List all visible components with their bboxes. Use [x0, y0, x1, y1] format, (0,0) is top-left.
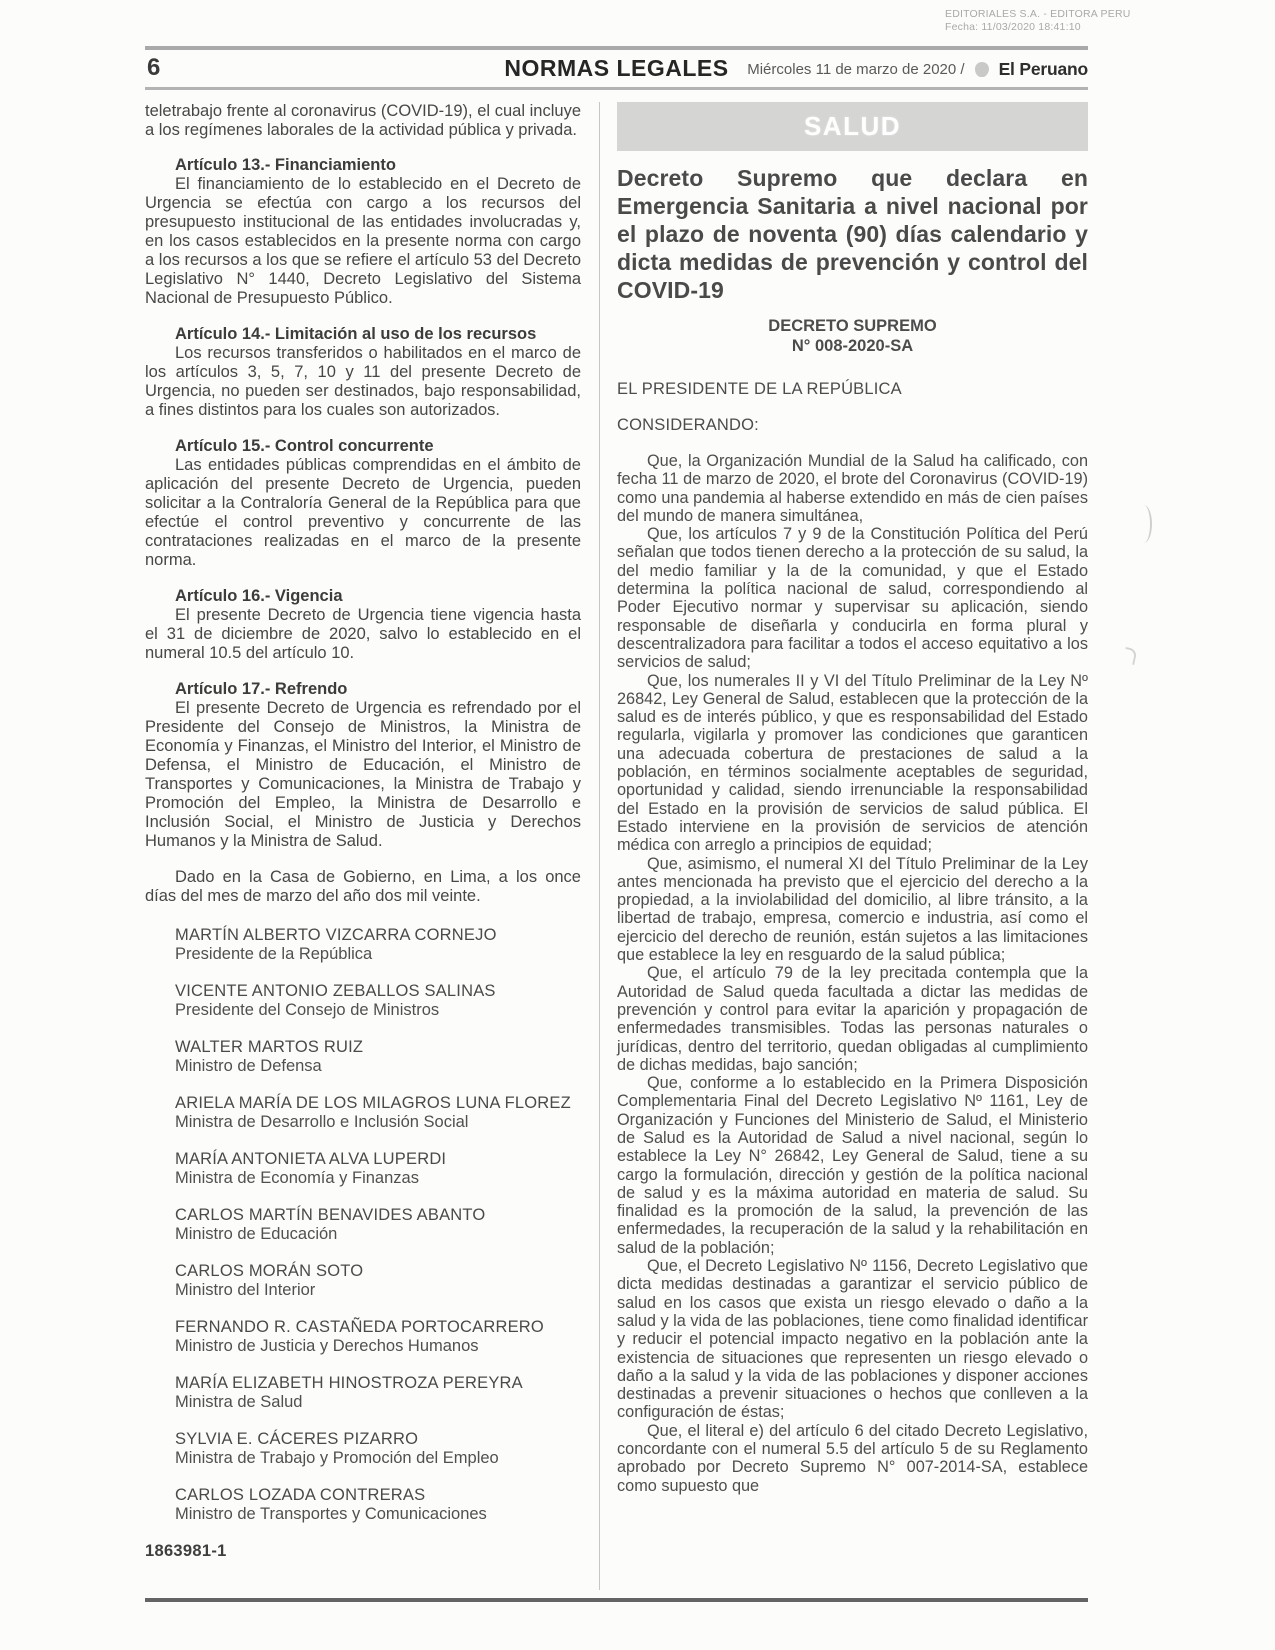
signatory-title: Ministra de Economía y Finanzas: [175, 1169, 419, 1187]
article-body: El presente Decreto de Urgencia tiene vigencia hasta el 31 de diciembre de 2020, salvo lo establecido en el numeral 10.5 del artículo 10.: [145, 606, 581, 662]
right-column: [617, 100, 1088, 1598]
signatory-name: WALTER MARTOS RUIZ: [175, 1038, 364, 1056]
footer-rule: [145, 1598, 1088, 1602]
signature-block: [175, 1430, 581, 1468]
signatory-name: MARÍA ANTONIETA ALVA LUPERDI: [175, 1150, 447, 1168]
article-block: [145, 437, 581, 570]
decree-title: Decreto Supremo que declara en Emergencia Sanitaria a nivel nacional por el plazo de noventa (90) días calendario y dicta medidas de prevención y control del COVID-19: [617, 165, 1088, 303]
article-heading: Artículo 14.- Limitación al uso de los recursos: [175, 325, 537, 343]
considerando-paragraph: Que, los artículos 7 y 9 de la Constitución Política del Perú señalan que todos tienen derecho a la protección de su salud, la del medio familiar y la de la comunidad, y que el Estado determina la política nacional de salud, correspondiendo al Poder Ejecutivo normar y supervisar su aplicación, siendo responsable de diseñarla y conducirla en forma plural y descentralizadora para facilitar a todos el acceso equitativo a los servicios de salud;: [617, 525, 1088, 672]
signature-block: [175, 1374, 581, 1412]
signatory-title: Ministro de Justicia y Derechos Humanos: [175, 1337, 479, 1355]
considerando-paragraph: Que, el artículo 79 de la ley precitada contempla que la Autoridad de Salud queda facultada a dictar las medidas de prevención y control para evitar la aparición y propagación de enfermedades transmisibles. Todas las personas naturales o jurídicas, dentro del territorio, quedan obligadas al cumplimiento de dichas medidas, bajo sanción;: [617, 964, 1088, 1074]
considerando-paragraph: Que, los numerales II y VI del Título Preliminar de la Ley Nº 26842, Ley General de Salud, establecen que la protección de la salud es de interés público, y que es responsabilidad del Estado regularla, vigilarla y promover las condiciones que garanticen una adecuada cobertura de prestaciones de salud a la población, en términos socialmente aceptables de seguridad, oportunidad y calidad, siendo irrenunciable la responsabilidad del Estado en la provisión de servicios de salud pública. El Estado interviene en la provisión de servicios de atención médica con arreglo a principios de equidad;: [617, 671, 1088, 855]
signatory-title: Ministro de Educación: [175, 1225, 338, 1243]
considerando-paragraph: Que, la Organización Mundial de la Salud ha calificado, con fecha 11 de marzo de 2020, el brote del Coronavirus (COVID-19) como una pandemia al haberse extendido en más de cien países del mundo de manera simultánea,: [617, 452, 1088, 525]
signatory-title: Ministra de Salud: [175, 1393, 303, 1411]
signatory-name: FERNANDO R. CASTAÑEDA PORTOCARRERO: [175, 1318, 544, 1336]
signatory-name: CARLOS MORÁN SOTO: [175, 1262, 364, 1280]
scan-artifact: [1136, 505, 1152, 543]
signature-block: [175, 982, 581, 1020]
signatory-title: Presidente del Consejo de Ministros: [175, 1001, 440, 1019]
signature-block: [175, 1150, 581, 1188]
article-body: Las entidades públicas comprendidas en el ámbito de aplicación del presente Decreto de Urgencia, pueden solicitar a la Contraloría General de la República para que efectúe el control preventivo y concurrente de las contrataciones realizadas en el marco de la presente norma.: [145, 456, 581, 569]
decree-number-line2: N° 008-2020-SA: [791, 337, 914, 355]
article-heading: Artículo 16.- Vigencia: [175, 587, 343, 605]
president-line: EL PRESIDENTE DE LA REPÚBLICA: [617, 380, 902, 398]
signatory-name: CARLOS MARTÍN BENAVIDES ABANTO: [175, 1206, 486, 1224]
publication-code: 1863981-1: [145, 1542, 227, 1560]
signatory-title: Ministro de Transportes y Comunicaciones: [175, 1505, 487, 1523]
signature-block: [175, 1486, 581, 1524]
signatory-name: MARTÍN ALBERTO VIZCARRA CORNEJO: [175, 926, 497, 944]
article-block: [145, 156, 581, 308]
print-metadata-line1: EDITORIALES S.A. - EDITORA PERU: [945, 8, 1131, 20]
article-body: El financiamiento de lo establecido en el Decreto de Urgencia se efectúa con cargo a los recursos del presupuesto institucional de las entidades involucradas y, en los casos establecidos en la presente norma con cargo a los recursos a los que se refiere el artículo 53 del Decreto Legislativo N° 1440, Decreto Legislativo del Sistema Nacional de Presupuesto Público.: [145, 175, 581, 307]
article-block: [145, 680, 581, 851]
signatory-title: Ministro de Defensa: [175, 1057, 322, 1075]
article-body: Los recursos transferidos o habilitados en el marco de los artículos 3, 5, 7, 10 y 11 del presente Decreto de Urgencia, no pueden ser destinados, bajo responsabilidad, a fines distintos para los cuales son autorizados.: [145, 344, 581, 419]
signatory-name: ARIELA MARÍA DE LOS MILAGROS LUNA FLOREZ: [175, 1094, 571, 1112]
signature-block: [175, 1206, 581, 1244]
considerando-paragraph: Que, conforme a lo establecido en la Primera Disposición Complementaria Final del Decreto Legislativo Nº 1161, Ley de Organización y Funciones del Ministerio de Salud, el Ministerio de Salud es la Autoridad de Salud a nivel nacional, según lo establece la Ley N° 26842, Ley General de Salud, tiene a su cargo la formulación, dirección y gestión de la política nacional de salud y es la máxima autoridad en materia de salud. Su finalidad es la promoción de la salud, la prevención de las enfermedades, la recuperación de la salud y la rehabilitación en salud de la población;: [617, 1074, 1088, 1257]
considerando-paragraph: Que, asimismo, el numeral XI del Título Preliminar de la Ley antes mencionada ha previsto que el ejercicio del derecho a la propiedad, a la inviolabilidad del domicilio, al libre tránsito, a la libertad de trabajo, empresa, comercio e industria, así como el ejercicio del derecho de reunión, están sujetos a las limitaciones que establece la ley en resguardo de la salud pública;: [617, 854, 1088, 965]
article-block: [145, 587, 581, 663]
intro-paragraph: teletrabajo frente al coronavirus (COVID-19), el cual incluye a los regímenes laborales de la actividad pública y privada.: [145, 102, 581, 139]
print-metadata: [945, 8, 1131, 34]
page-content: [145, 100, 1088, 1598]
signature-block: [175, 926, 581, 964]
salud-section-banner: SALUD: [617, 102, 1088, 151]
section-masthead: NORMAS LEGALES: [504, 55, 729, 81]
article-body: El presente Decreto de Urgencia es refrendado por el Presidente del Consejo de Ministros, la Ministra de Economía y Finanzas, el Ministro del Interior, el Ministro de Defensa, el Ministro de Educación, el Ministro de Transportes y Comunicaciones, la Ministra de Trabajo y Promoción del Empleo, la Ministra de Desarrollo e Inclusión Social, el Ministro de Justicia y Derechos Humanos y la Ministra de Salud.: [145, 699, 581, 850]
signatory-name: MARÍA ELIZABETH HINOSTROZA PEREYRA: [175, 1374, 523, 1392]
article-heading: Artículo 13.- Financiamiento: [175, 156, 396, 174]
date-text: Miércoles 11 de marzo de 2020 /: [747, 61, 965, 78]
brand-name: El Peruano: [998, 59, 1088, 79]
signatory-name: SYLVIA E. CÁCERES PIZARRO: [175, 1430, 419, 1448]
decree-number-line1: DECRETO SUPREMO: [768, 317, 937, 335]
considerando-paragraph: Que, el literal e) del artículo 6 del citado Decreto Legislativo, concordante con el numeral 5.5 del artículo 5 de su Reglamento aprobado por Decreto Supremo N° 007-2014-SA, establece como supuesto que: [617, 1421, 1088, 1495]
article-heading: Artículo 17.- Refrendo: [175, 680, 348, 698]
signatures-list: [175, 926, 581, 1524]
column-divider: [599, 102, 600, 1590]
dado-paragraph: Dado en la Casa de Gobierno, en Lima, a los once días del mes de marzo del año dos mil veinte.: [145, 868, 581, 905]
signature-block: [175, 1262, 581, 1300]
left-column: [145, 100, 581, 1598]
signatory-title: Ministra de Desarrollo e Inclusión Social: [175, 1113, 469, 1131]
considerando-paragraphs: [617, 452, 1088, 1495]
header-rule-bottom: [145, 87, 1088, 90]
page-number: 6: [147, 54, 161, 81]
signature-block: [175, 1318, 581, 1356]
considerando-paragraph: Que, el Decreto Legislativo Nº 1156, Decreto Legislativo que dicta medidas destinadas a garantizar el servicio público de salud en los casos que exista un riesgo elevado o daño a la salud y la vida de las poblaciones, tiene como finalidad identificar y reducir el potencial impacto negativo en la población ante la existencia de situaciones que representen un riesgo elevado o daño a la salud y la vida de las poblaciones y disponer acciones destinadas a prevenir situaciones o hechos que conlleven a la configuración de éstas;: [617, 1257, 1088, 1422]
el-peruano-logo-icon: [972, 61, 992, 79]
signatory-title: Ministra de Trabajo y Promoción del Empleo: [175, 1449, 499, 1467]
scan-artifact: [1122, 647, 1137, 665]
signatory-title: Ministro del Interior: [175, 1281, 316, 1299]
signatory-name: VICENTE ANTONIO ZEBALLOS SALINAS: [175, 982, 496, 1000]
page-header: [145, 54, 1088, 84]
considerando-label: CONSIDERANDO:: [617, 416, 759, 434]
signatory-title: Presidente de la República: [175, 945, 373, 963]
article-block: [145, 325, 581, 420]
articles-list: [145, 156, 581, 851]
print-metadata-line2: Fecha: 11/03/2020 18:41:10: [945, 21, 1081, 33]
article-heading: Artículo 15.- Control concurrente: [175, 437, 434, 455]
date-brand: [747, 59, 1088, 80]
signatory-name: CARLOS LOZADA CONTRERAS: [175, 1486, 426, 1504]
signature-block: [175, 1094, 581, 1132]
decree-number-heading: [617, 316, 1088, 356]
signature-block: [175, 1038, 581, 1076]
header-rule-top: [145, 46, 1088, 50]
